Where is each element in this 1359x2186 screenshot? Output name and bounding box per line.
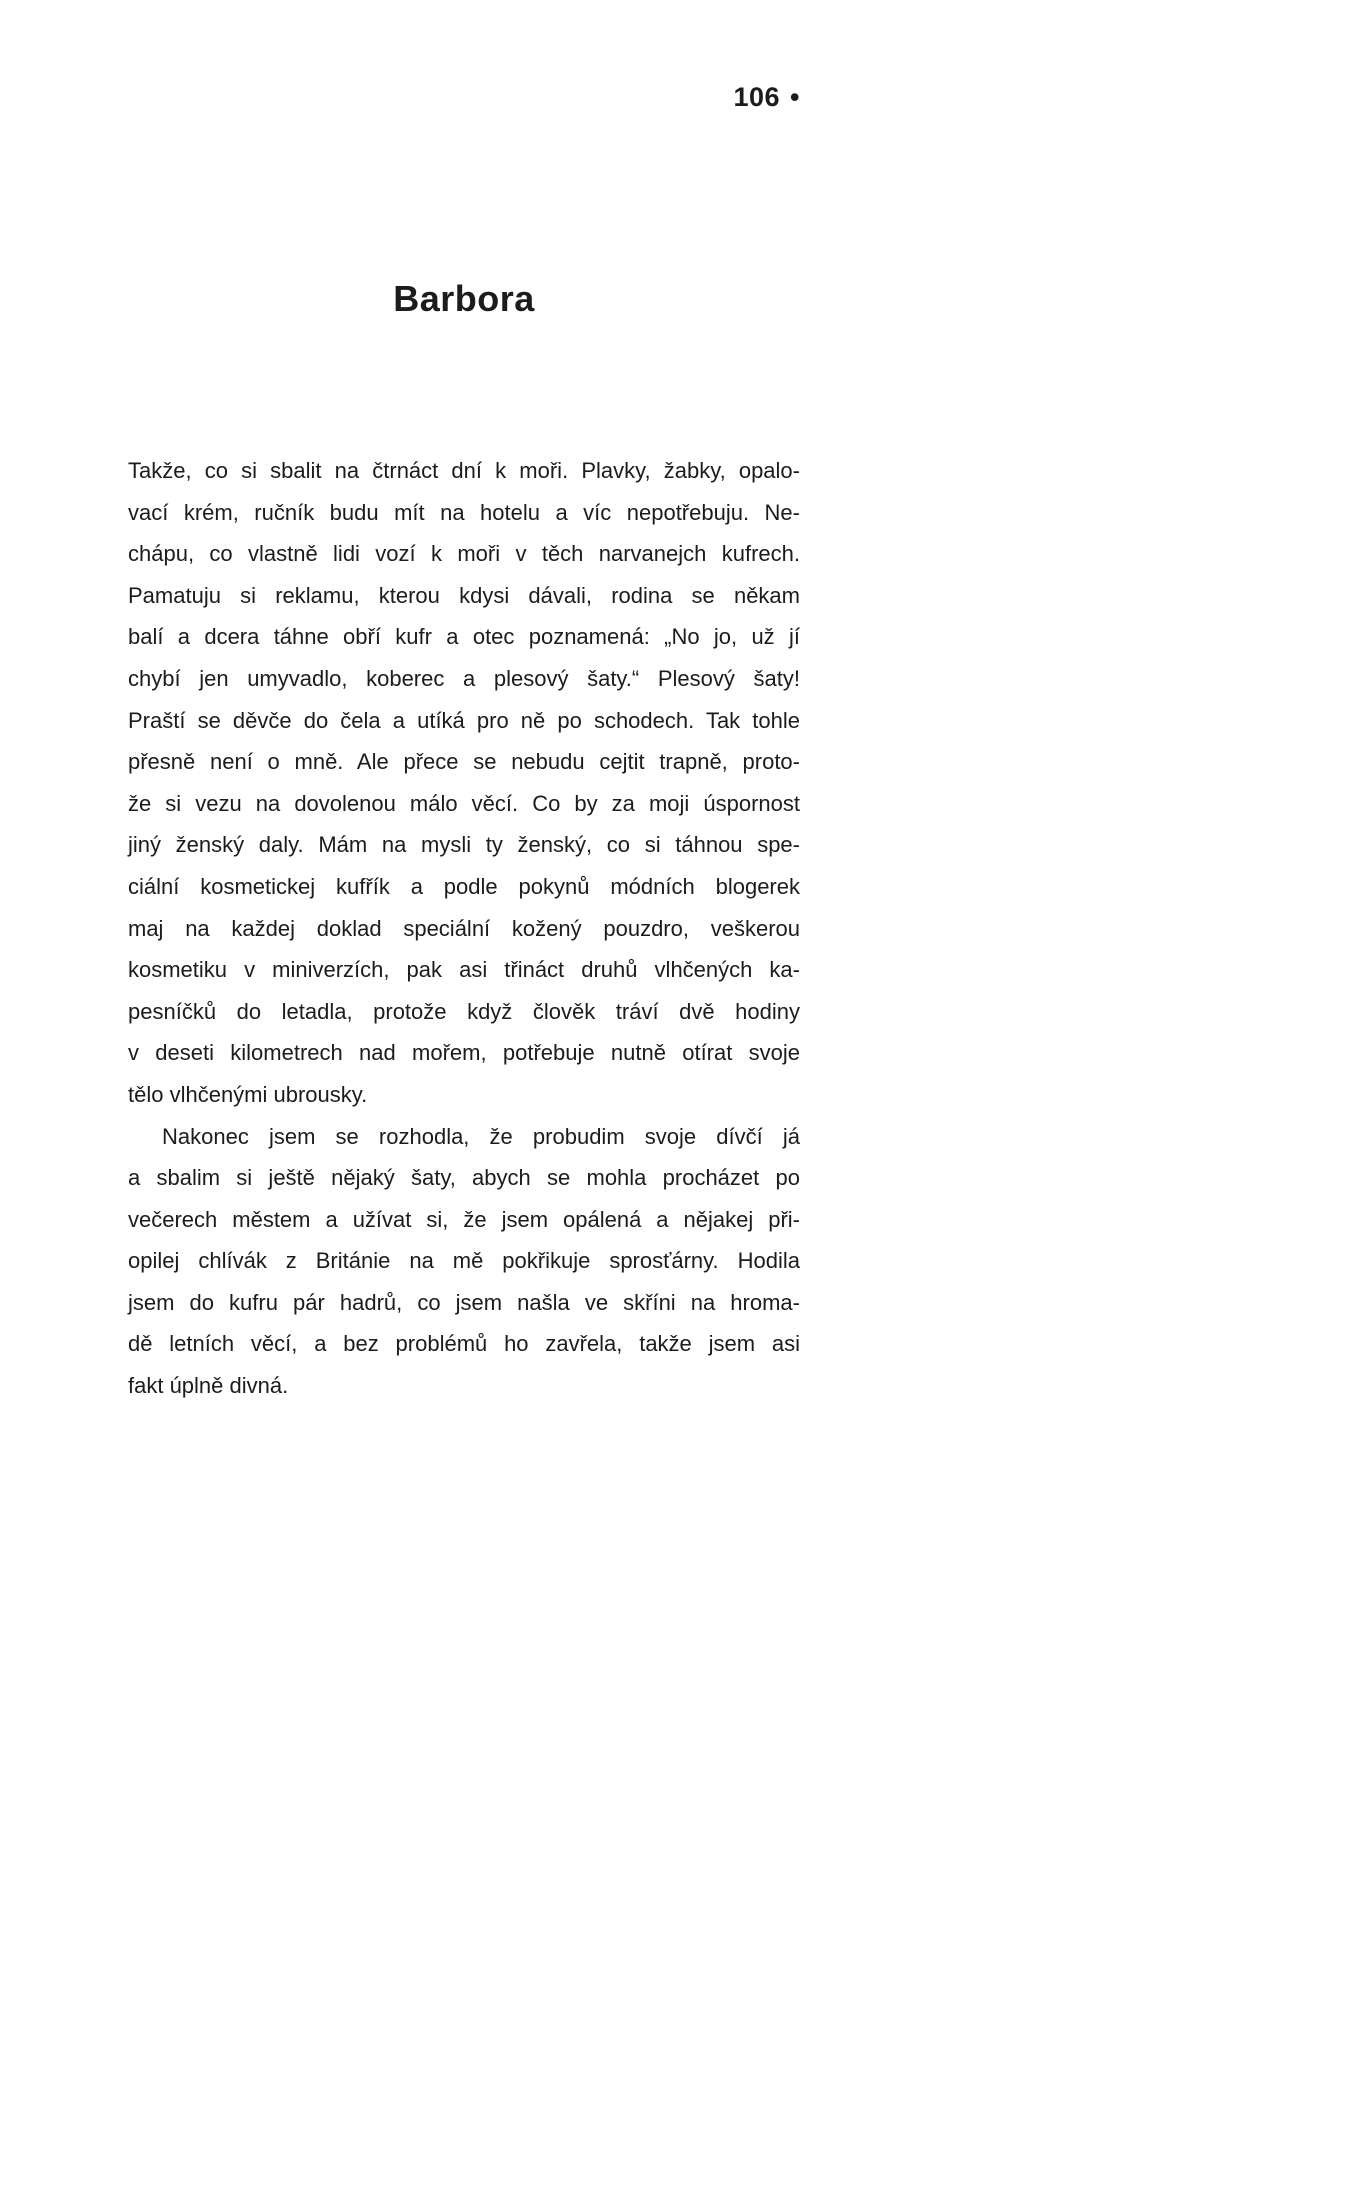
text-line: vací krém, ručník budu mít na hotelu a víc nepotřebuju. Ne-	[128, 499, 800, 525]
text-line: kosmetiku v miniverzích, pak asi třináct druhů vlhčených ka-	[128, 957, 800, 983]
chapter-title: Barbora	[393, 278, 535, 319]
paragraph	[128, 450, 800, 1116]
text-line: že si vezu na dovolenou málo věcí. Co by za moji úspornost	[128, 790, 800, 816]
text-line: jiný ženský daly. Mám na mysli ty ženský, co si táhnou spe-	[128, 832, 800, 858]
text-line: v deseti kilometrech nad mořem, potřebuje nutně otírat svoje	[128, 1040, 800, 1066]
text-line: večerech městem a užívat si, že jsem opálená a nějakej při-	[128, 1206, 800, 1232]
text-line: balí a dcera táhne obří kufr a otec poznamená: „No jo, už jí	[128, 624, 800, 650]
text-line: dě letních věcí, a bez problémů ho zavřela, takže jsem asi	[128, 1331, 800, 1357]
text-line: fakt úplně divná.	[128, 1373, 289, 1399]
text-line: přesně není o mně. Ale přece se nebudu cejtit trapně, proto-	[128, 749, 800, 775]
page-number	[128, 82, 800, 113]
text-line: jsem do kufru pár hadrů, co jsem našla ve skříni na hroma-	[128, 1289, 800, 1315]
text-line: maj na každej doklad speciální kožený pouzdro, veškerou	[128, 915, 800, 941]
text-line: chápu, co vlastně lidi vozí k moři v těch narvanejch kufrech.	[128, 541, 800, 567]
text-line: Nakonec jsem se rozhodla, že probudim svoje dívčí já	[162, 1123, 800, 1149]
text-line: Praští se děvče do čela a utíká pro ně po schodech. Tak tohle	[128, 707, 800, 733]
text-line: Takže, co si sbalit na čtrnáct dní k moři. Plavky, žabky, opalo-	[128, 458, 800, 483]
paragraph	[128, 1116, 800, 1407]
text-line: tělo vlhčenými ubrousky.	[128, 1081, 368, 1107]
page-number-value: 106	[733, 82, 781, 112]
text-line: a sbalim si ještě nějaký šaty, abych se mohla procházet po	[128, 1165, 800, 1191]
text-line: pesníčků do letadla, protože když člověk tráví dvě hodiny	[128, 998, 800, 1024]
text-line: Pamatuju si reklamu, kterou kdysi dávali, rodina se někam	[128, 582, 800, 608]
body-text	[128, 450, 800, 1407]
page-number-bullet: •	[790, 82, 800, 112]
text-line: opilej chlívák z Británie na mě pokřikuje sprosťárny. Hodila	[128, 1248, 800, 1274]
text-line: chybí jen umyvadlo, koberec a plesový šaty.“ Plesový šaty!	[128, 665, 800, 691]
text-line: ciální kosmetickej kufřík a podle pokynů módních blogerek	[128, 873, 800, 899]
